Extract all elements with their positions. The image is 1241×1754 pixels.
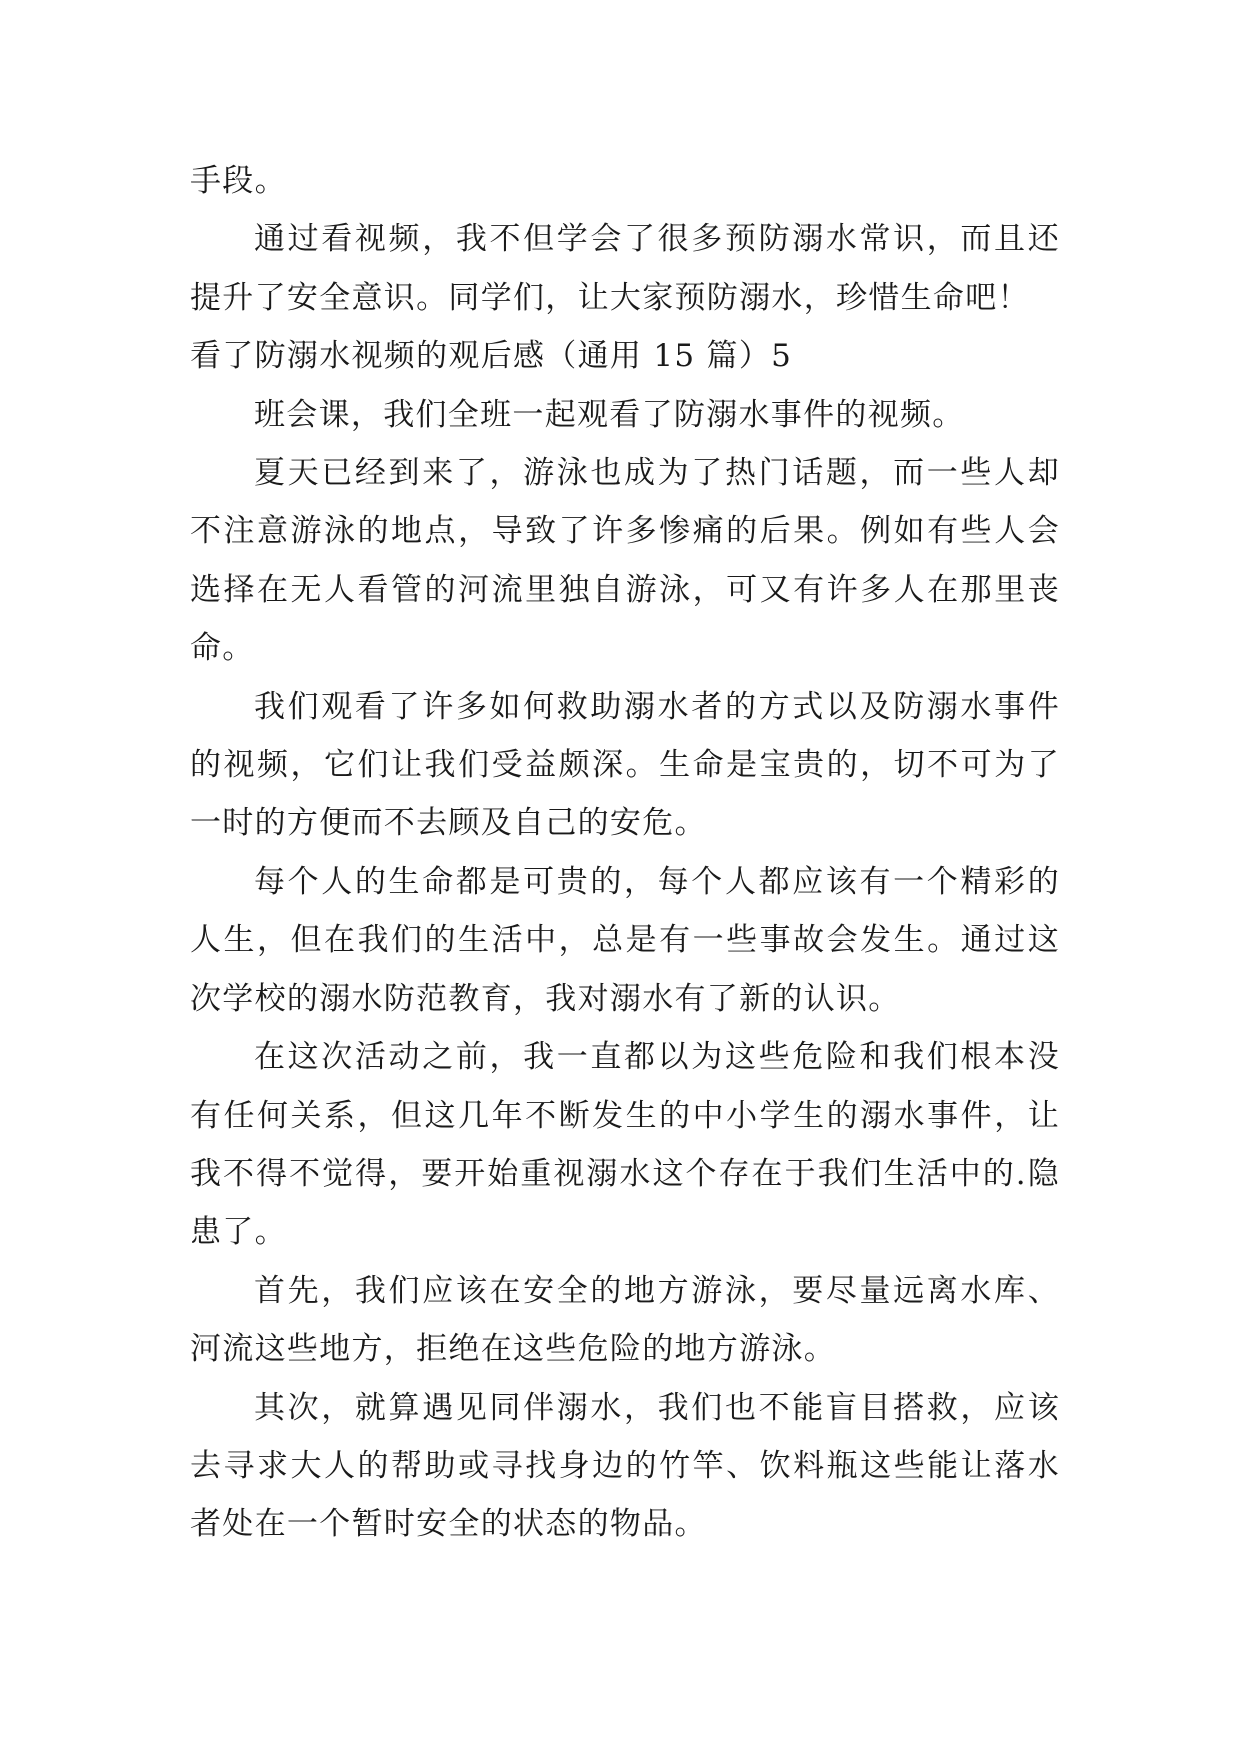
paragraph-4: 夏天已经到来了，游泳也成为了热门话题，而一些人却不注意游泳的地点，导致了许多惨痛的后果。例如有些人会选择在无人看管的河流里独自游泳，可又有许多人在那里丧命。 [190,455,1060,667]
section-heading: 看了防溺水视频的观后感（通用 15 篇）5 [190,338,793,375]
paragraph-7: 在这次活动之前，我一直都以为这些危险和我们根本没有任何关系，但这几年不断发生的中小学生的溺水事件，让我不得不觉得，要开始重视溺水这个存在于我们生活中的.隐患了。 [190,1039,1060,1251]
paragraph-9: 其次，就算遇见同伴溺水，我们也不能盲目搭救，应该去寻求大人的帮助或寻找身边的竹竿、饮料瓶这些能让落水者处在一个暂时安全的状态的物品。 [190,1389,1060,1543]
paragraph-6: 每个人的生命都是可贵的，每个人都应该有一个精彩的人生，但在我们的生活中，总是有一些事故会发生。通过这次学校的溺水防范教育，我对溺水有了新的认识。 [190,863,1060,1017]
paragraph-8: 首先，我们应该在安全的地方游泳，要尽量远离水库、河流这些地方，拒绝在这些危险的地方游泳。 [190,1272,1060,1368]
paragraph-2: 通过看视频，我不但学会了很多预防溺水常识，而且还提升了安全意识。同学们，让大家预防溺水，珍惜生命吧！ [190,221,1060,316]
paragraph-5: 我们观看了许多如何救助溺水者的方式以及防溺水事件的视频，它们让我们受益颇深。生命是宝贵的，切不可为了一时的方便而不去顾及自己的安危。 [190,688,1060,842]
document-body [190,152,1060,1554]
paragraph-3: 班会课，我们全班一起观看了防溺水事件的视频。 [254,396,965,433]
paragraph-1: 手段。 [190,163,287,199]
